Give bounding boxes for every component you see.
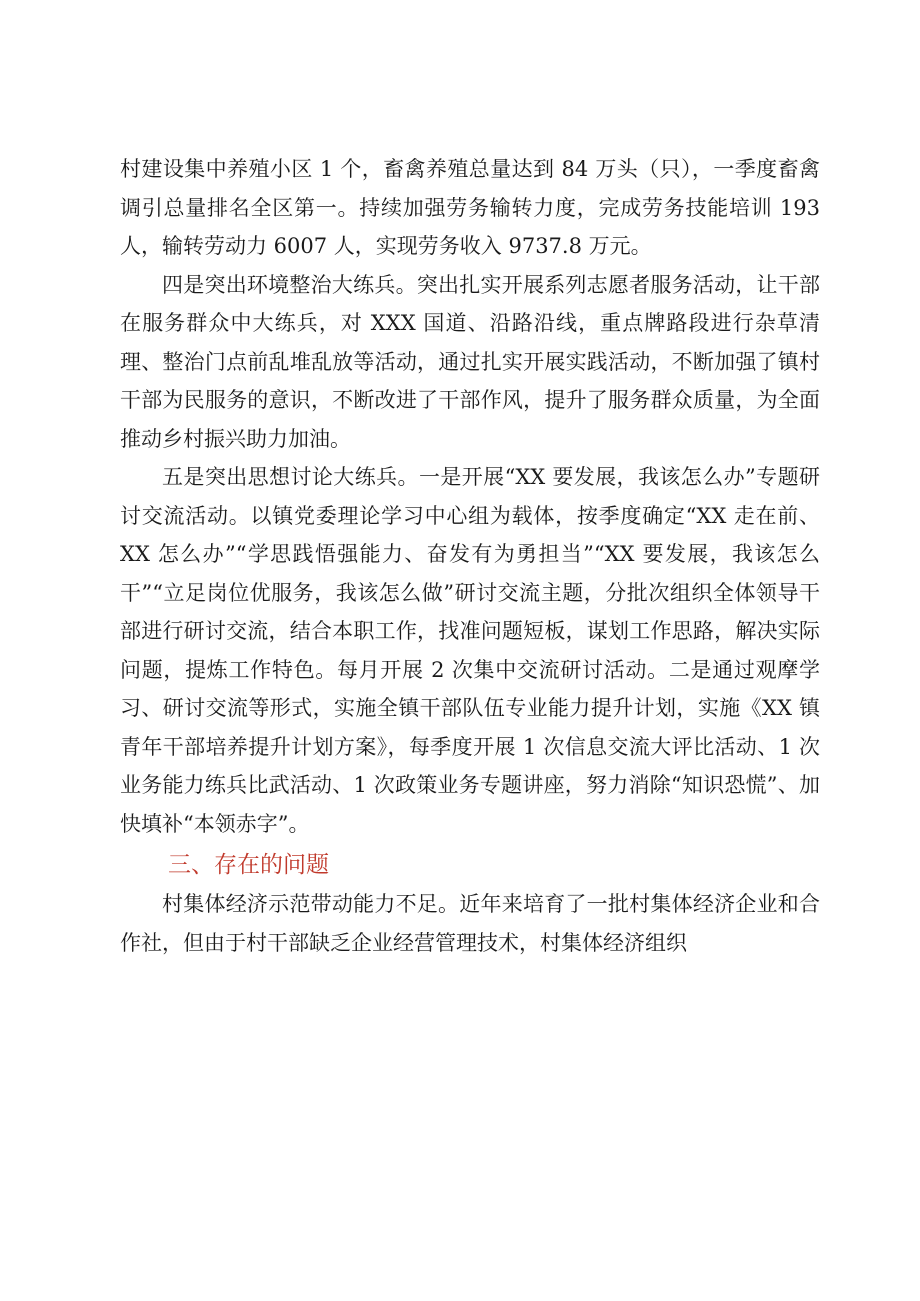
paragraph-thought-discussion: 五是突出思想讨论大练兵。一是开展“XX 要发展，我该怎么办”专题研讨交流活动。以镇党委理论学习中心组为载体，按季度确定“XX 走在前、XX 怎么办”“学思践悟强能力、奋发有为勇担当”“XX 要发展，我该怎么干”“立足岗位优服务，我该怎么做”研讨交流主题，分批次组织全体领导干部进行研讨交流，结合本职工作，找准问题短板，谋划工作思路，解决实际问题，提炼工作特色。每月开展 2 次集中交流研讨活动。二是通过观摩学习、研讨交流等形式，实施全镇干部队伍专业能力提升计划，实施《XX 镇青年干部培养提升计划方案》，每季度开展 1 次信息交流大评比活动、1 次业务能力练兵比武活动、1 次政策业务专题讲座，努力消除“知识恐慌”、加快填补“本领赤字”。 xyxy=(120,465,820,836)
document-body xyxy=(120,150,820,962)
section-heading-problems: 三、存在的问题 xyxy=(168,852,329,878)
paragraph-continued: 村建设集中养殖小区 1 个，畜禽养殖总量达到 84 万头（只），一季度畜禽调引总量排名全区第一。持续加强劳务输转力度，完成劳务技能培训 193 人，输转劳动力 6007 人，实现劳务收入 9737.8 万元。 xyxy=(120,157,820,258)
paragraph-collective-economy: 村集体经济示范带动能力不足。近年来培育了一批村集体经济企业和合作社，但由于村干部缺乏企业经营管理技术，村集体经济组织 xyxy=(120,892,820,955)
paragraph-environment-practice: 四是突出环境整治大练兵。突出扎实开展系列志愿者服务活动，让干部在服务群众中大练兵，对 XXX 国道、沿路沿线，重点牌路段进行杂草清理、整治门点前乱堆乱放等活动，通过扎实开展实践活动，不断加强了镇村干部为民服务的意识，不断改进了干部作风，提升了服务群众质量，为全面推动乡村振兴助力加油。 xyxy=(120,272,820,451)
